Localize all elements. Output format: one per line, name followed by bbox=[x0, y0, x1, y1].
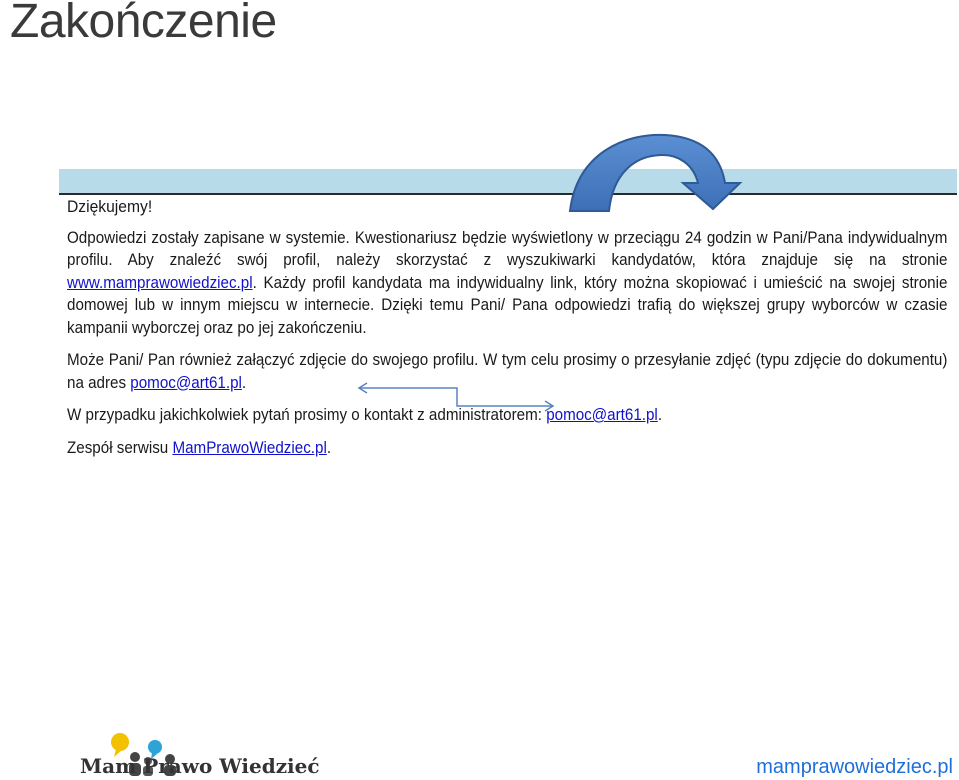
thanks-heading: Dziękujemy! bbox=[67, 197, 153, 216]
team-site-link[interactable]: MamPrawoWiedziec.pl bbox=[172, 438, 327, 457]
admin-email-link[interactable]: pomoc@art61.pl bbox=[546, 406, 658, 424]
paragraph-team-text-b: . bbox=[326, 438, 332, 457]
paragraph-team bbox=[67, 437, 947, 460]
logo-text: Mam Prawo Wiedzieć bbox=[80, 754, 320, 778]
screenshot-header-band bbox=[59, 169, 957, 195]
paragraph-team-text-a: Zespół serwisu bbox=[67, 438, 173, 457]
paragraph-photo-text-b: . bbox=[241, 373, 247, 392]
slide-title: Zakończenie bbox=[10, 0, 277, 48]
paragraph-saved-text-b: . Każdy profil kandydata ma indywidualny link, który można skopiować i umieścić na swojej stronie domowej lub w innym miejscu w internecie. Dzięki temu Pani/ Pana odpowiedzi trafią do większej grupy wyborców w czasie kampanii wyborczej oraz po jej zakończeniu. bbox=[67, 273, 948, 337]
paragraph-contact-text-a: W przypadku jakichkolwiek pytań prosimy o kontakt z administratorem: bbox=[67, 406, 547, 424]
photo-email-link[interactable]: pomoc@art61.pl bbox=[130, 373, 242, 392]
paragraph-saved bbox=[67, 227, 947, 340]
paragraph-photo-text-a: Może Pani/ Pan również załączyć zdjęcie do swojego profilu. W tym celu prosimy o przesyłanie zdjęć (typu zdjęcie do dokumentu) na adres bbox=[67, 351, 948, 392]
footer-url-link[interactable]: mamprawowiedziec.pl bbox=[756, 756, 953, 778]
site-link[interactable]: www.mamprawowiedziec.pl bbox=[67, 273, 253, 292]
confirmation-message bbox=[67, 196, 947, 459]
paragraph-saved-text-a: Odpowiedzi zostały zapisane w systemie. Kwestionariusz będzie wyświetlony w przeciągu 24 godzin w Pani/Pana indywidualnym profilu. Aby znaleźć swój profil, należy skorzystać z wyszukiwarki kandydatów, która znajduje się na stronie bbox=[67, 228, 948, 269]
double-arrow-icon bbox=[355, 380, 560, 415]
paragraph-contact-text-b: . bbox=[657, 406, 663, 424]
